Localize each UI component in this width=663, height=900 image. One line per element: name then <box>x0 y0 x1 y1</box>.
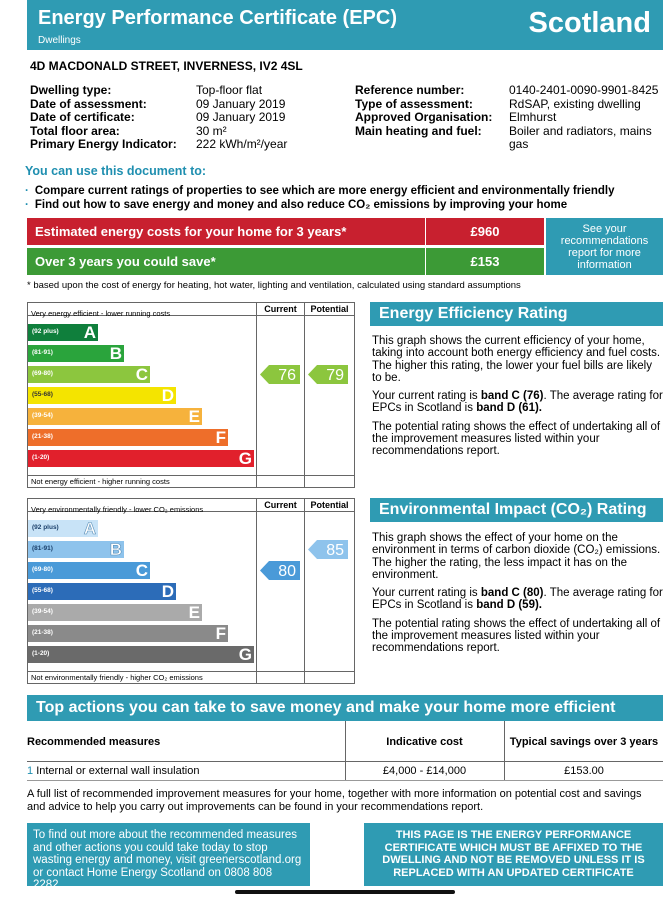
use-bullets <box>25 184 614 212</box>
property-address: 4D MACDONALD STREET, INVERNESS, IV2 4SL <box>30 59 303 73</box>
see-recommendations-note: See your recommendations report for more information <box>546 218 663 275</box>
chart-top-label: Very energy efficient - lower running costs <box>31 309 171 318</box>
band-range: (1-20) <box>32 650 50 657</box>
details-left <box>30 84 360 152</box>
full-list-note: A full list of recommended improvement measures for your home, together with more information on potential cost and savings and advice to help you carry out improvements can be found in your recommendations report. <box>27 788 642 813</box>
band-letter: C <box>135 365 148 384</box>
rating-band-e <box>28 408 202 425</box>
band-range: (1-20) <box>32 454 50 461</box>
current-rating-arrow <box>260 561 300 580</box>
band-range: (92 plus) <box>32 524 59 531</box>
band-letter: D <box>161 386 174 405</box>
rating-band-d <box>28 583 176 600</box>
recommendations-table <box>27 721 663 781</box>
footer-advice: To find out more about the recommended measures and other actions you could take today to stop wasting energy and money, visit greenerscotland.org or contact Home Energy Scotland on 0808 808 2282. <box>27 823 310 886</box>
band-range: (55-68) <box>32 587 53 594</box>
band-letter: B <box>109 540 122 559</box>
detail-label: Date of certificate: <box>30 110 135 125</box>
top-actions-title: Top actions you can take to save money and make your home more efficient <box>27 695 663 721</box>
row-cost: £4,000 - £14,000 <box>382 765 467 777</box>
eir-paragraph-2: Your current rating is band C (80). The average rating for EPCs in Scotland is band D (59). <box>372 587 663 612</box>
footer-notice: THIS PAGE IS THE ENERGY PERFORMANCE CERTIFICATE WHICH MUST BE AFFIXED TO THE DWELLING AND NOT BE REMOVED UNLESS IT IS REPLACED WITH AN UPDATED CERTIFICATE <box>364 823 663 886</box>
detail-row <box>355 84 663 98</box>
detail-value: 222 kWh/m²/year <box>196 137 288 152</box>
estimated-costs-row: Estimated energy costs for your home for 3 years* <box>27 218 425 245</box>
band-letter: C <box>135 561 148 580</box>
potential-rating-value: 79 <box>326 367 344 384</box>
use-bullet: · Compare current ratings of properties to see which are more energy efficient and environmentally friendly <box>25 185 615 197</box>
environmental-impact-title: Environmental Impact (CO₂) Rating <box>370 498 663 522</box>
detail-row <box>30 84 360 98</box>
eir-paragraph-3: The potential rating shows the effect of undertaking all of the improvement measures listed within your recommendations report. <box>372 617 661 655</box>
chart-top-label: Very environmentally friendly - lower CO₂ emissions <box>31 505 204 514</box>
current-column-head: Current <box>264 304 297 314</box>
band-letter: E <box>188 407 200 426</box>
band-range: (39-54) <box>32 412 53 419</box>
rating-band-d <box>28 387 176 404</box>
detail-label: Date of assessment: <box>30 96 147 111</box>
home-indicator <box>235 890 455 894</box>
detail-row <box>355 111 663 125</box>
rating-band-f <box>28 429 228 446</box>
chart-bottom-label: Not environmentally friendly - higher CO₂ emissions <box>31 673 203 682</box>
detail-value: Top-floor flat <box>196 83 263 97</box>
detail-row <box>30 138 360 152</box>
detail-row <box>30 111 360 125</box>
rating-band-a <box>28 520 98 537</box>
page-title: Energy Performance Certificate (EPC) <box>38 7 398 29</box>
energy-efficiency-chart <box>27 302 355 488</box>
details-right <box>355 84 663 152</box>
table-row: 1 Internal or external wall insulation <box>27 765 200 777</box>
band-range: (55-68) <box>32 391 53 398</box>
band-letter: F <box>215 624 226 643</box>
eer-text <box>372 335 663 458</box>
rating-band-b <box>28 345 124 362</box>
eir-paragraph-1: This graph shows the effect of your home on the environment in terms of carbon dioxide (CO₂) emissions. The higher the rating, the less impact it has on the environment. <box>372 532 661 581</box>
detail-label: Total floor area: <box>30 123 120 138</box>
eer-paragraph-3: The potential rating shows the effect of undertaking all of the improvement measures listed within your recommendations report. <box>372 420 661 458</box>
band-range: (69-80) <box>32 370 53 377</box>
band-letter: B <box>109 344 122 363</box>
detail-row <box>30 98 360 112</box>
band-letter: F <box>215 428 226 447</box>
rating-band-g <box>28 646 254 663</box>
detail-label: Reference number: <box>355 83 465 97</box>
band-letter: A <box>83 519 96 538</box>
detail-label: Dwelling type: <box>30 83 112 97</box>
potential-rating-arrow <box>308 540 348 559</box>
band-range: (21-38) <box>32 433 53 440</box>
detail-value: 09 January 2019 <box>196 110 286 125</box>
detail-row <box>355 98 663 112</box>
eir-text <box>372 532 663 655</box>
potential-rating-value: 85 <box>326 542 344 559</box>
band-range: (39-54) <box>32 608 53 615</box>
country-label: Scotland <box>528 7 651 39</box>
band-range: (92 plus) <box>32 328 59 335</box>
costs-footnote: * based upon the cost of energy for heating, hot water, lighting and ventilation, calculated using standard assumptions <box>27 280 521 291</box>
detail-label: Primary Energy Indicator: <box>30 137 177 152</box>
band-range: (81-91) <box>32 545 53 552</box>
detail-value: 09 January 2019 <box>196 96 286 111</box>
savings-value: £153 <box>426 248 544 275</box>
band-range: (69-80) <box>32 566 53 573</box>
band-letter: E <box>188 603 200 622</box>
detail-value: Boiler and radiators, mains gas <box>509 123 652 152</box>
detail-row <box>30 125 360 139</box>
band-letter: D <box>161 582 174 601</box>
band-letter: G <box>238 645 252 664</box>
savings-row: Over 3 years you could save* <box>27 248 425 275</box>
rating-band-c <box>28 562 150 579</box>
page-subtitle: Dwellings <box>38 35 81 46</box>
rating-band-b <box>28 541 124 558</box>
detail-label: Approved Organisation: <box>355 110 493 125</box>
detail-value: 30 m² <box>196 123 227 138</box>
estimated-costs-value: £960 <box>426 218 544 245</box>
potential-column-head: Potential <box>310 304 349 314</box>
rating-band-e <box>28 604 202 621</box>
environmental-impact-chart <box>27 498 355 684</box>
band-letter: A <box>83 323 96 342</box>
current-rating-arrow <box>260 365 300 384</box>
potential-rating-arrow <box>308 365 348 384</box>
use-bullet: · Find out how to save energy and money and also reduce CO₂ emissions by improving your home <box>25 199 568 211</box>
row-saving: £153.00 <box>564 765 604 777</box>
current-column-head: Current <box>264 500 297 510</box>
col-indicative-cost: Indicative cost <box>386 736 463 748</box>
rating-band-g <box>28 450 254 467</box>
col-typical-savings: Typical savings over 3 years <box>509 736 659 748</box>
band-range: (21-38) <box>32 629 53 636</box>
rating-band-f <box>28 625 228 642</box>
rating-band-a <box>28 324 98 341</box>
detail-label: Main heating and fuel: <box>355 123 482 138</box>
use-title: You can use this document to: <box>25 164 207 178</box>
detail-value: Elmhurst <box>509 110 557 125</box>
current-rating-value: 80 <box>278 563 296 580</box>
eer-paragraph-1: This graph shows the current efficiency of your home, taking into account both energy efficiency and fuel costs. The higher this rating, the lower your fuel bills are likely to be. <box>372 335 661 384</box>
band-letter: G <box>238 449 252 468</box>
energy-efficiency-title: Energy Efficiency Rating <box>370 302 663 326</box>
detail-value: 0140-2401-0090-9901-8425 <box>509 83 659 97</box>
detail-row <box>355 125 663 152</box>
eer-paragraph-2: Your current rating is band C (76). The average rating for EPCs in Scotland is band D (61). <box>372 390 663 415</box>
col-recommended-measures: Recommended measures <box>27 736 161 748</box>
chart-bottom-label: Not energy efficient - higher running costs <box>31 477 170 486</box>
rating-band-c <box>28 366 150 383</box>
current-rating-value: 76 <box>278 367 296 384</box>
band-range: (81-91) <box>32 349 53 356</box>
detail-label: Type of assessment: <box>355 96 473 111</box>
detail-value: RdSAP, existing dwelling <box>509 96 641 111</box>
potential-column-head: Potential <box>310 500 349 510</box>
